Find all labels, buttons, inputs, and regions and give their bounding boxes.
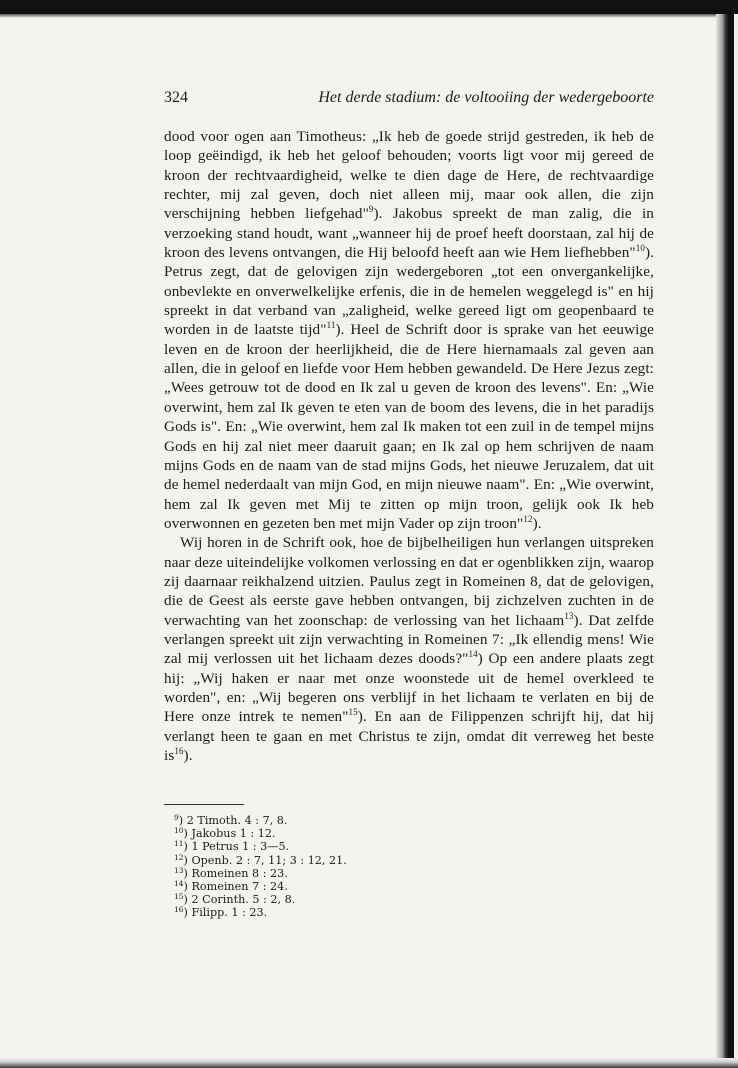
footnote-divider (164, 804, 244, 805)
footnote-ref: 13 (564, 610, 574, 621)
footnotes (164, 814, 464, 920)
footnote-ref: 15 (348, 707, 358, 718)
footnote-number: 10 (174, 826, 184, 836)
footnote-ref: 12 (523, 513, 533, 524)
paragraph-1 (164, 127, 654, 533)
footnote-number: 15 (174, 892, 184, 902)
scan-border-right-edge (728, 14, 734, 1068)
footnote-text: ) Jakobus 1 : 12. (183, 827, 276, 841)
footnote (164, 827, 464, 840)
footnote-text: ) Romeinen 7 : 24. (183, 880, 288, 894)
footnote-ref: 16 (174, 746, 184, 756)
text-run: Wij horen in de Schrift ook, hoe de bijbelheiligen hun verlangen uitspreken naar deze uiteindelijke volkomen verlossing en dat er ogenblikken zijn, waarop zij daarnaar reikhalzend uitzien. Paulus zegt in Romeinen 8, dat de gelovigen, die de Geest als eerste gave hebben ontvangen, bij zichzelven zuchten in de verwachting van het zoonschap: de verlossing van het lichaam (164, 534, 654, 629)
scan-border-top (0, 0, 738, 14)
text-run: ). Heel de Schrift door is sprake van het eeuwige leven en de kroon der heerlijkheid, die de Here hiernamaals zal geven aan allen, die in geloof en liefde voor Hem hebben gewandeld. De Here Jezus zegt: „Wees getrouw tot de dood en Ik zal u geven de kroon des levens". En: „Wie overwint, hem zal Ik geven te eten van de boom des levens, die in het paradijs Gods is". En: „Wie overwint, hem zal Ik maken tot een zuil in de tempel mijns Gods en hij zal niet meer daaruit gaan; en Ik zal op hem schrijven de naam mijns Gods en de naam van de stad mijns Gods, het nieuwe Jeruzalem, dat uit de hemel nederdaalt van mijn God, en mijn nieuwe naam". En: „Wie overwint, hem zal Ik geven met Mij te zitten op mijn troon, gelijk ook Ik heb overwonnen en gezeten ben met mijn Vader op zijn troon" (164, 321, 655, 532)
body-text (164, 127, 654, 765)
footnote (164, 814, 464, 827)
scan-border-bottom (0, 1058, 738, 1068)
footnote-number: 12 (174, 852, 184, 862)
text-run: dood voor ogen aan Timotheus: „Ik heb de goede strijd gestreden, ik heb de loop geëindigd, ik heb het geloof behouden; voorts ligt voor mij gereed de kroon der rechtvaardigheid, welke te dien dage de Here, de rechtvaardige rechter, mij zal geven, doch niet alleen mij, maar ook allen, die zijn verschijning hebben liefgehad" (164, 128, 654, 223)
footnote-ref: 11 (326, 320, 336, 331)
footnote (164, 867, 464, 880)
footnote (164, 854, 464, 867)
footnote-text: ) Romeinen 8 : 23. (183, 866, 288, 880)
footnote (164, 893, 464, 906)
scan-border-right (716, 14, 738, 1068)
footnote-number: 13 (174, 865, 184, 875)
page-header (164, 89, 654, 111)
footnote (164, 840, 464, 853)
footnote-text: ) 2 Corinth. 5 : 2, 8. (183, 893, 296, 907)
footnote-text: ) Filipp. 1 : 23. (183, 906, 268, 920)
footnote-text: ) Openb. 2 : 7, 11; 3 : 12, 21. (183, 853, 347, 867)
footnote-number: 16 (174, 905, 184, 915)
footnote (164, 880, 464, 893)
footnote-ref: 10 (635, 243, 645, 254)
text-run: ). Dat zelfde verlangen spreekt uit zijn verwachting in Romeinen 7: „Ik ellendig mens! Wie zal mij verlossen uit het lichaam dezes doods?" (164, 611, 654, 668)
text-run: ) Op een andere plaats zegt hij: „Wij haken er naar met onze woonstede uit de hemel overkleed te worden", en: „Wij begeren ons verblijf in het lichaam te verlaten en bij de Here onze intrek te nemen" (164, 650, 654, 726)
footnote-ref: 14 (468, 649, 478, 660)
page-number: 324 (164, 89, 188, 106)
text-run: ). En aan de Filippenzen schrijft hij, dat hij verlangt heen te gaan en met Christus te zijn, omdat dit verreweg het beste is (164, 708, 654, 764)
text-run: ). Jakobus spreekt de man zalig, die in verzoeking stand houdt, want „wanneer hij de proef heeft doorstaan, zal hij de kroon des levens ontvangen, die Hij beloofd heeft aan wie Hem liefhebben" (164, 205, 654, 262)
running-head: Het derde stadium: de voltooiing der wedergeboorte (318, 89, 654, 106)
scan-border-top-shadow (0, 14, 738, 18)
footnote-number: 14 (174, 879, 184, 889)
footnote-text: ) 2 Timoth. 4 : 7, 8. (178, 814, 288, 827)
footnote (164, 906, 464, 919)
text-run: ). (532, 514, 542, 532)
text-run: ). (183, 747, 193, 764)
footnote-ref: 9 (368, 204, 374, 215)
footnote-text: ) 1 Petrus 1 : 3—5. (183, 840, 290, 854)
paragraph-2 (164, 533, 654, 765)
text-run: ). Petrus zegt, dat de gelovigen zijn wedergeboren „tot een onvergankelijke, onbevlekte en onverwelkelijke erfenis, die in de hemelen weggelegd is" en hij spreekt in dat verband van „zaligheid, welke gereed ligt om geopenbaard te worden in de laatste tijd" (164, 244, 654, 339)
footnote-number: 9 (174, 813, 179, 822)
footnote-number: 11 (174, 839, 184, 849)
